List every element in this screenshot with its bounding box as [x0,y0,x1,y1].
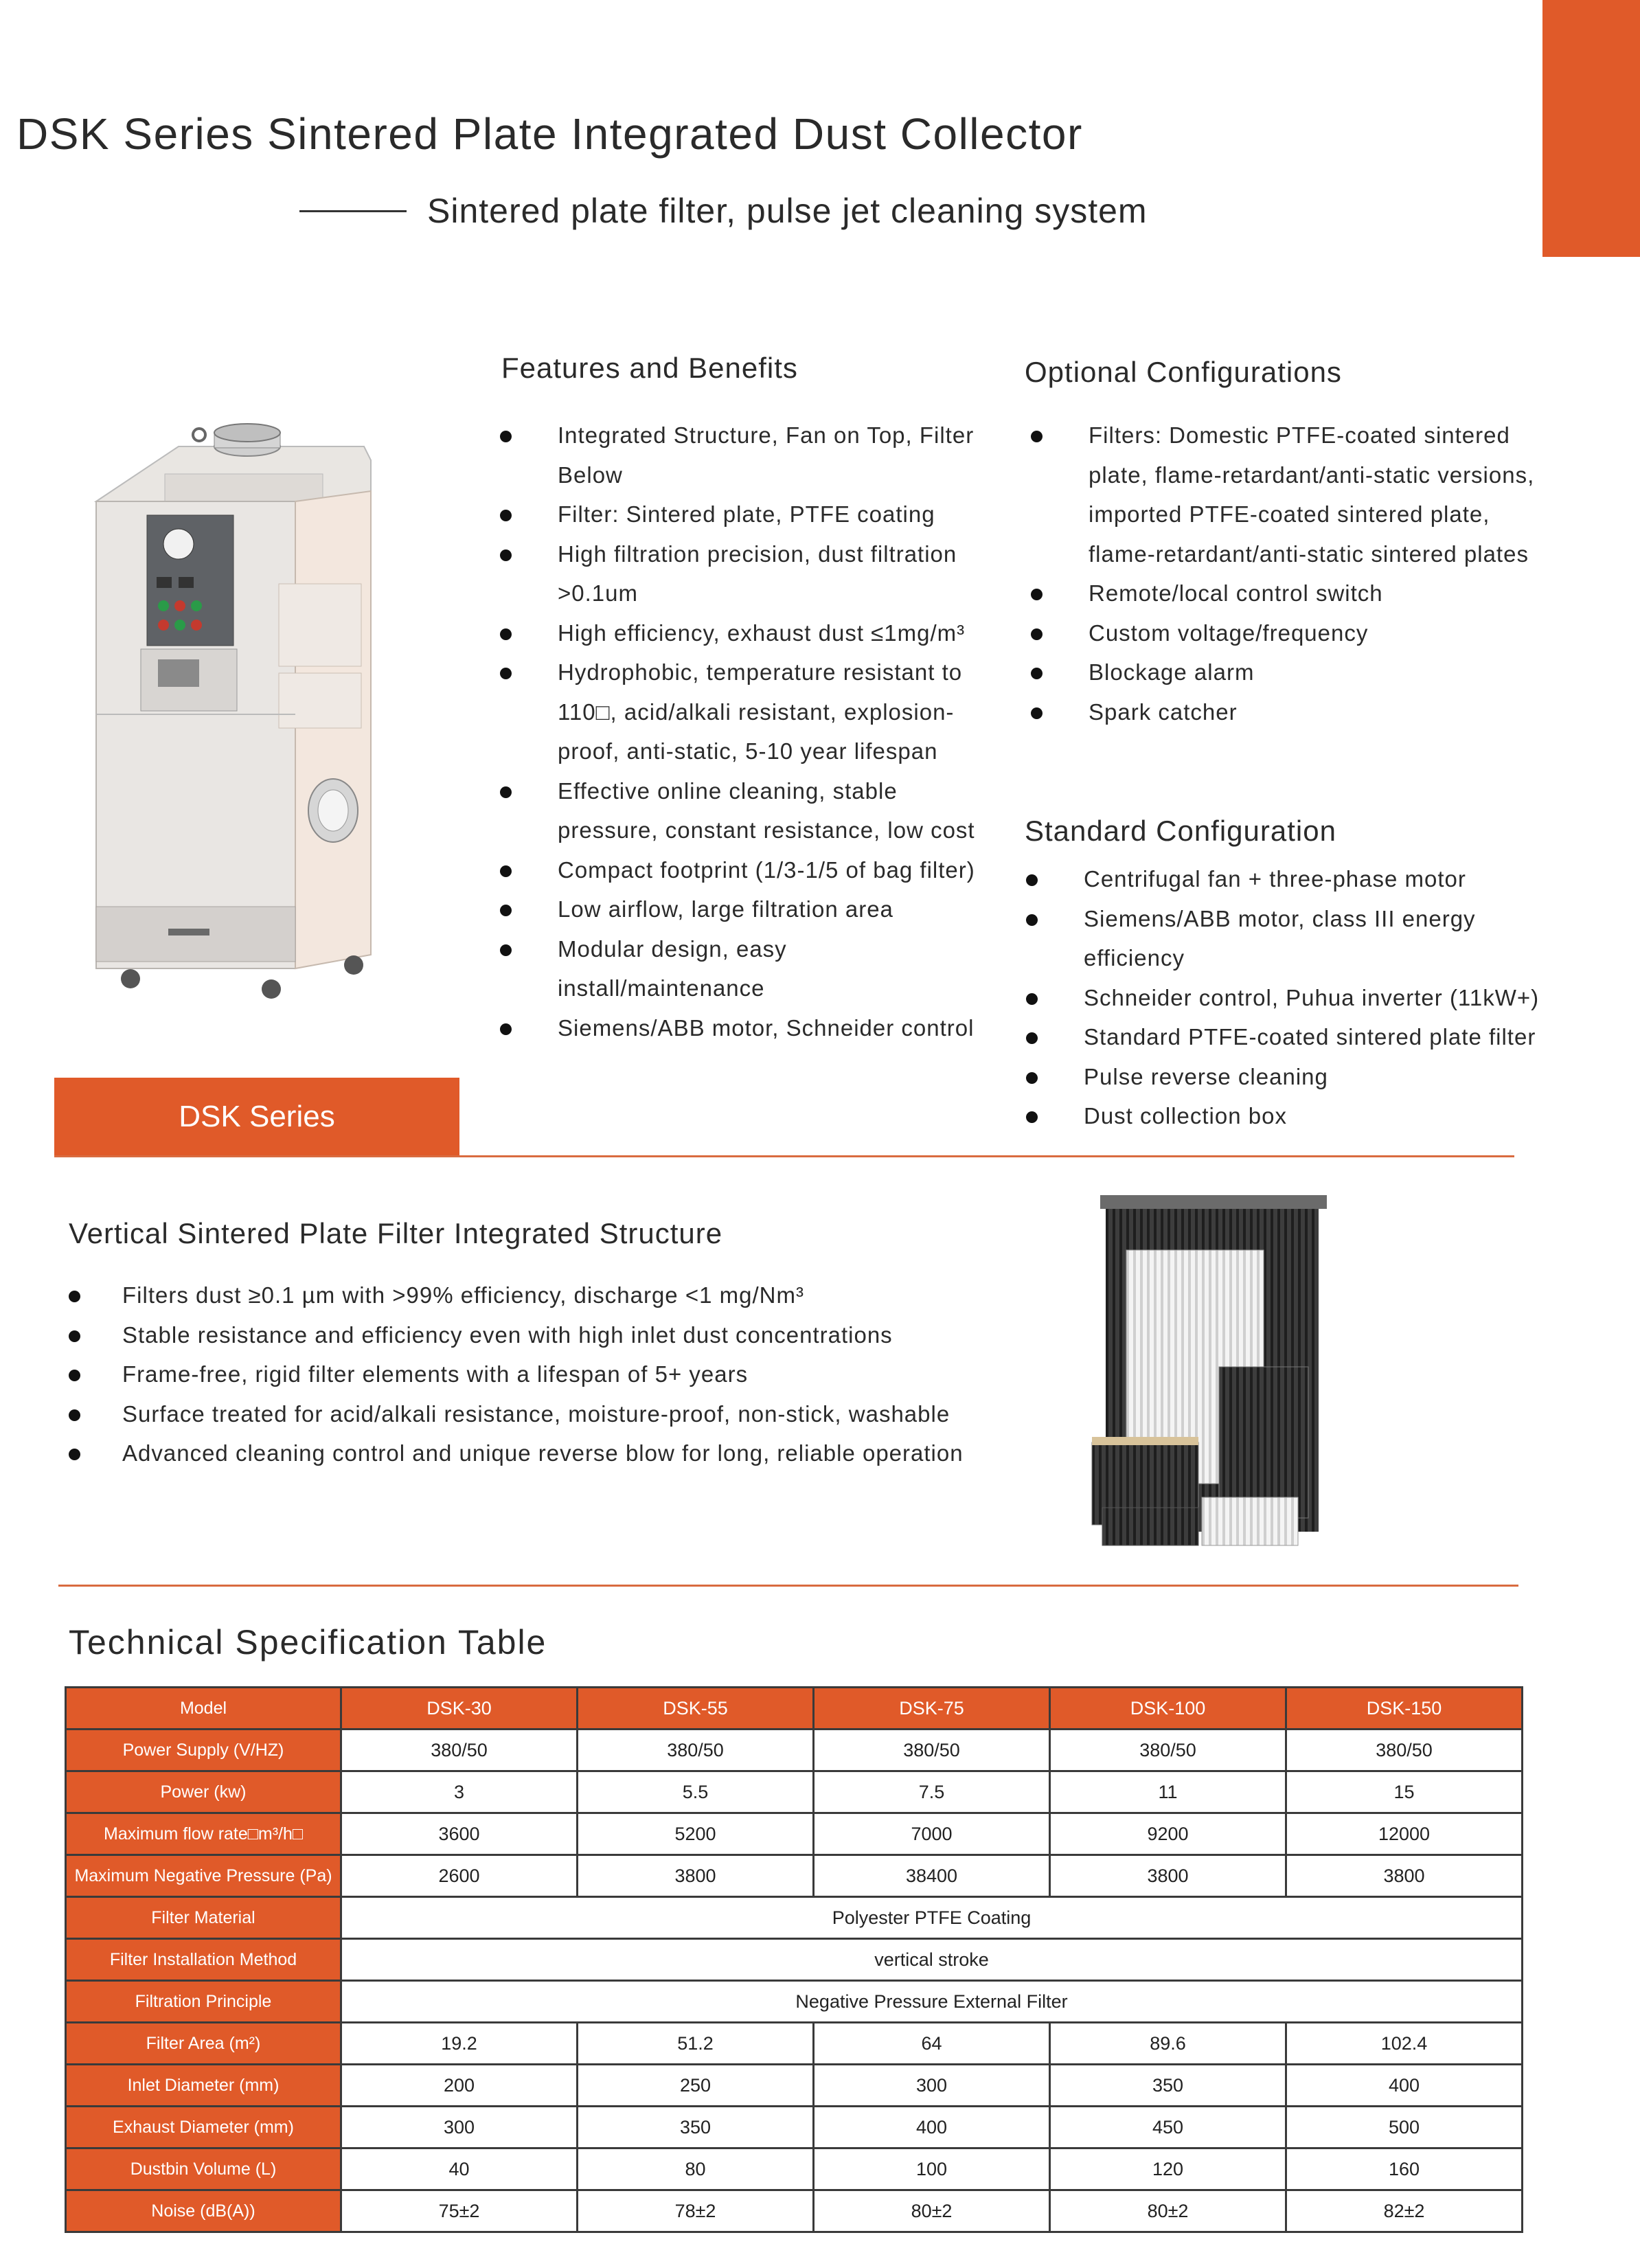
list-item: Filters dust ≥0.1 µm with >99% efficiency, discharge <1 mg/Nm³ [122,1275,1036,1315]
table-row [66,2107,1523,2148]
list-item: High efficiency, exhaust dust ≤1mg/m³ [558,613,997,653]
merged-cell: Polyester PTFE Coating [341,1897,1523,1939]
list-item: Advanced cleaning control and unique reverse blow for long, reliable operation [122,1433,1036,1473]
table-cell: 500 [1286,2107,1523,2148]
features-list [558,416,997,1047]
table-cell: 300 [341,2107,578,2148]
table-cell: 51.2 [578,2023,814,2065]
table-row [66,1730,1523,1771]
table-cell: 3600 [341,1813,578,1855]
features-heading: Features and Benefits [501,352,798,384]
table-cell: 160 [1286,2148,1523,2190]
list-item: Siemens/ABB motor, Schneider control [558,1008,997,1048]
model-cell: DSK-75 [814,1688,1050,1730]
list-item: Dust collection box [1084,1096,1564,1136]
list-item: Blockage alarm [1089,653,1562,692]
merged-cell: vertical stroke [341,1939,1523,1981]
table-cell: 200 [341,2065,578,2107]
table-cell: 450 [1050,2107,1286,2148]
table-cell: 7000 [814,1813,1050,1855]
table-row [66,1897,1523,1939]
table-row [66,1981,1523,2023]
table-cell: 400 [1286,2065,1523,2107]
merged-cell: Negative Pressure External Filter [341,1981,1523,2023]
vertical-list [122,1275,1036,1473]
list-item: Compact footprint (1/3-1/5 of bag filter) [558,850,997,890]
table-cell: 78±2 [578,2190,814,2232]
table-cell: 19.2 [341,2023,578,2065]
filter-elements-image [1078,1195,1367,1552]
page-title: DSK Series Sintered Plate Integrated Dust Collector [16,109,1083,159]
list-item: Hydrophobic, temperature resistant to 110□, acid/alkali resistant, explosion-proof, anti-static, 5-10 year lifespan [558,653,997,771]
list-item: Surface treated for acid/alkali resistance, moisture-proof, non-stick, washable [122,1394,1036,1434]
row-label: Filter Material [66,1897,341,1939]
list-item: Standard PTFE-coated sintered plate filter [1084,1017,1564,1057]
row-label: Power Supply (V/HZ) [66,1730,341,1771]
row-label: Inlet Diameter (mm) [66,2065,341,2107]
list-item: Low airflow, large filtration area [558,889,997,929]
table-row [66,1939,1523,1981]
table-row [66,1855,1523,1897]
table-cell: 350 [1050,2065,1286,2107]
standard-heading: Standard Configuration [1025,815,1336,847]
table-cell: 300 [814,2065,1050,2107]
list-item: Frame-free, rigid filter elements with a lifespan of 5+ years [122,1354,1036,1394]
table-row [66,1771,1523,1813]
table-cell: 3800 [1286,1855,1523,1897]
divider [54,1155,1514,1157]
table-cell: 80±2 [814,2190,1050,2232]
row-label: Noise (dB(A)) [66,2190,341,2232]
table-header-row [66,1688,1523,1730]
model-cell: DSK-100 [1050,1688,1286,1730]
table-cell: 102.4 [1286,2023,1523,2065]
table-cell: 400 [814,2107,1050,2148]
row-label: Maximum flow rate□m³/h□ [66,1813,341,1855]
table-cell: 9200 [1050,1813,1286,1855]
table-cell: 11 [1050,1771,1286,1813]
model-cell: DSK-30 [341,1688,578,1730]
optional-heading: Optional Configurations [1025,356,1342,388]
standard-list [1084,859,1564,1136]
row-label: Filter Installation Method [66,1939,341,1981]
dust-collector-image [76,412,391,1017]
optional-list [1089,416,1562,732]
list-item: Custom voltage/frequency [1089,613,1562,653]
table-cell: 350 [578,2107,814,2148]
orange-corner-tab [1542,0,1640,257]
table-cell: 38400 [814,1855,1050,1897]
subtitle-rule [299,210,407,212]
table-cell: 15 [1286,1771,1523,1813]
table-cell: 2600 [341,1855,578,1897]
table-cell: 75±2 [341,2190,578,2232]
table-cell: 380/50 [1286,1730,1523,1771]
page-subtitle: Sintered plate filter, pulse jet cleaning system [427,192,1148,230]
list-item: Modular design, easy install/maintenance [558,929,997,1008]
spec-heading: Technical Specification Table [69,1623,547,1662]
table-cell: 12000 [1286,1813,1523,1855]
table-cell: 5.5 [578,1771,814,1813]
list-item: High filtration precision, dust filtration >0.1um [558,534,997,613]
vertical-heading: Vertical Sintered Plate Filter Integrated Structure [69,1217,723,1249]
row-label: Filter Area (m²) [66,2023,341,2065]
list-item: Effective online cleaning, stable pressure, constant resistance, low cost [558,771,997,850]
table-cell: 120 [1050,2148,1286,2190]
table-cell: 89.6 [1050,2023,1286,2065]
model-cell: DSK-150 [1286,1688,1523,1730]
list-item: Filters: Domestic PTFE-coated sintered plate, flame-retardant/anti-static versions, imported PTFE-coated sintered plate, flame-retardant/anti-static sintered plates [1089,416,1562,574]
list-item: Stable resistance and efficiency even with high inlet dust concentrations [122,1315,1036,1355]
table-cell: 64 [814,2023,1050,2065]
table-cell: 3800 [1050,1855,1286,1897]
series-label: DSK Series [54,1078,459,1156]
table-cell: 82±2 [1286,2190,1523,2232]
table-cell: 7.5 [814,1771,1050,1813]
row-label: Dustbin Volume (L) [66,2148,341,2190]
table-cell: 5200 [578,1813,814,1855]
table-cell: 80±2 [1050,2190,1286,2232]
list-item: Siemens/ABB motor, class III energy efficiency [1084,899,1564,978]
header-label: Model [66,1688,341,1730]
spec-table [65,1686,1523,2233]
table-cell: 380/50 [1050,1730,1286,1771]
table-cell: 380/50 [814,1730,1050,1771]
list-item: Pulse reverse cleaning [1084,1057,1564,1097]
table-cell: 3800 [578,1855,814,1897]
table-row [66,2065,1523,2107]
table-cell: 40 [341,2148,578,2190]
table-row [66,2148,1523,2190]
table-cell: 380/50 [578,1730,814,1771]
list-item: Filter: Sintered plate, PTFE coating [558,495,997,534]
divider [58,1585,1518,1587]
table-row [66,2190,1523,2232]
list-item: Spark catcher [1089,692,1562,732]
list-item: Integrated Structure, Fan on Top, Filter Below [558,416,997,495]
table-cell: 80 [578,2148,814,2190]
table-row [66,2023,1523,2065]
row-label: Maximum Negative Pressure (Pa) [66,1855,341,1897]
list-item: Remote/local control switch [1089,574,1562,613]
model-cell: DSK-55 [578,1688,814,1730]
row-label: Exhaust Diameter (mm) [66,2107,341,2148]
row-label: Power (kw) [66,1771,341,1813]
row-label: Filtration Principle [66,1981,341,2023]
table-cell: 100 [814,2148,1050,2190]
list-item: Centrifugal fan + three-phase motor [1084,859,1564,899]
table-row [66,1813,1523,1855]
list-item: Schneider control, Puhua inverter (11kW+) [1084,978,1564,1018]
table-cell: 380/50 [341,1730,578,1771]
table-cell: 250 [578,2065,814,2107]
table-cell: 3 [341,1771,578,1813]
